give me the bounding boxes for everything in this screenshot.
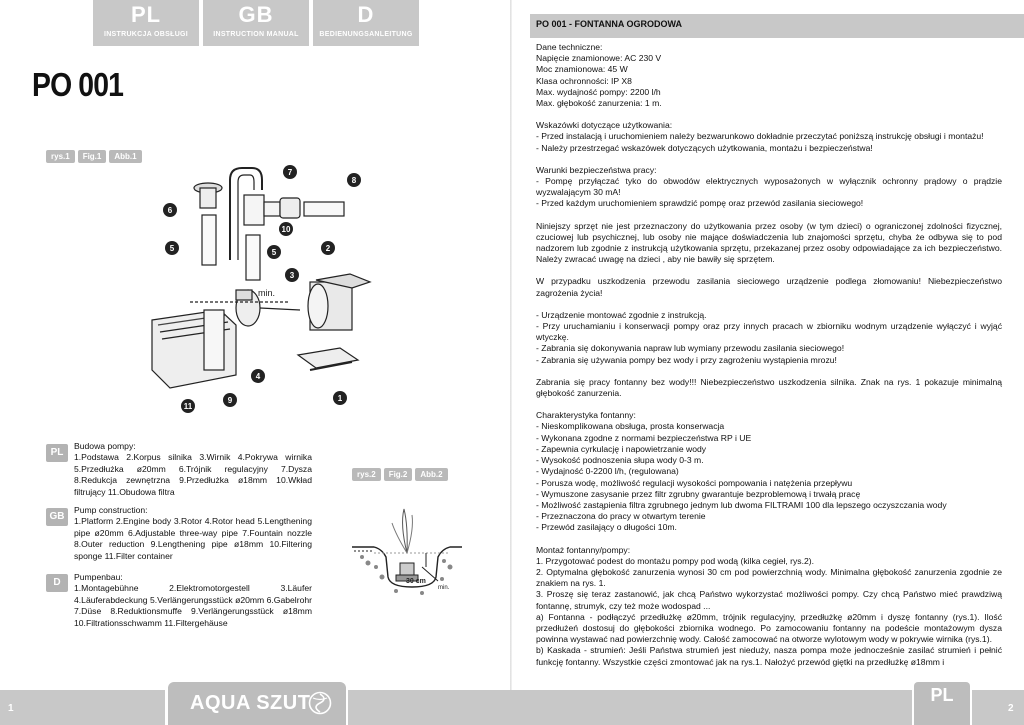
paragraph-line: - Możliwość zastąpienia filtra zgrubnego jednym lub dwoma FILTRAMI 100 dla lepszego oczyszczania wody bbox=[536, 499, 947, 510]
legend-pl-title: Budowa pompy: bbox=[74, 441, 136, 451]
page-number-right: 2 bbox=[1008, 703, 1014, 714]
callout-3-label: 3 bbox=[289, 271, 295, 280]
right-header-bar bbox=[530, 14, 1024, 38]
paragraph-line: - Zapewnia cyrkulację i napowietrzanie wody bbox=[536, 443, 707, 454]
footer-bar-left bbox=[0, 690, 165, 725]
paragraph-line: - Przeznaczona do pracy w otwartym terenie bbox=[536, 511, 706, 522]
paragraph-line: - Wysokość podnoszenia słupa wody 0-3 m. bbox=[536, 455, 704, 466]
paragraph-line: - Pompę przyłączać tyko do obwodów elektrycznych wyposażonych w wyłącznik ochronny prądowy o prądzie wyzwalającym 30 mA! bbox=[536, 176, 1002, 198]
legend-pl-body: 1.Podstawa 2.Korpus silnika 3.Wirnik 4.Pokrywa wirnika 5.Przedłużka ø20mm 6.Trójnik regulacyjny 7.Dysza 8.Redukcja zewnętrzna 9.Przedłużka ø18mm 10.Wkład filtrujący 11.Obudowa filtra bbox=[74, 452, 312, 497]
brand-name: AQUA SZUT bbox=[190, 692, 311, 714]
paragraph-gap bbox=[536, 210, 1002, 221]
paragraph-line: - Należy przestrzegać wskazówek dotyczących użytkowania, montażu i bezpieczeństwa! bbox=[536, 142, 873, 153]
legend-gb-body: 1.Platform 2.Engine body 3.Rotor 4.Rotor head 5.Lengthening pipe ø20mm 6.Adjustable three-way pipe 7.Fountain nozzle 8.Outer reduction 9.Lengthening pipe ø18mm 10.Filtering sponge 11.Filter container bbox=[74, 516, 312, 561]
paragraph-line: 3. Proszę się teraz zastanowić, jak chcą Państwo wykorzystać możliwości pompy. Czy chcą Państwo mieć prawdziwą fontannę, strumyk, czy też może wodospad ... bbox=[536, 589, 1002, 611]
callout-8-label: 7 bbox=[287, 168, 293, 177]
paragraph-gap bbox=[536, 366, 1002, 377]
paragraph-heading: Warunki bezpieczeństwa pracy: bbox=[536, 164, 657, 175]
legend-d bbox=[74, 572, 312, 629]
paragraph-heading: Niniejszy sprzęt nie jest przeznaczony do użytkowania przez osoby (w tym dzieci) o ograniczonej zdolności fizycznej, czuciowej lub psychicznej, lub osoby nie mające doświadczenia lub znajomości sprzętu, chyba że odbywa się to pod nadzorem lub zgodnie z instrukcją użytkowania sprzętu, przekazanej przez osoby odpowiadające za ich bezpieczeństwo. Należy zwracać uwagę na dzieci , aby nie bawiły się sprzętem. bbox=[536, 220, 1002, 265]
tab-d[interactable] bbox=[313, 0, 419, 46]
model-title: PO 001 bbox=[32, 66, 124, 103]
fig2-min-label: min. bbox=[438, 585, 450, 591]
paragraph-line: - Przed każdym uruchomieniem sprawdzić pompę oraz przewód zasilania sieciowego! bbox=[536, 198, 864, 209]
paragraph-line: Max. głębokość zanurzenia: 1 m. bbox=[536, 98, 662, 109]
legend-d-body: 1.Montagebühne 2.Elektromotorgestell 3.Läufer 4.Läuferabdeckung 5.Verlängerungsstück ø20mm 6.Gabelrohr 7.Düse 8.Reduktionsmuffe 9.Verlängerungsstück ø18mm 10.Filtrationsschwamm 11.Filtergehäuse bbox=[74, 583, 312, 628]
tab-gb[interactable] bbox=[203, 0, 309, 46]
paragraph-line: 1. Przygotować podest do montażu pompy pod wodą (kilka cegieł, rys.2). bbox=[536, 555, 815, 566]
fig2-badge-d: Abb.2 bbox=[415, 468, 447, 481]
fig1-badge-pl: rys.1 bbox=[46, 150, 75, 163]
legend-lang-d: D bbox=[46, 574, 68, 592]
fig1-badges bbox=[46, 150, 142, 163]
paragraph-heading: Wskazówki dotyczące użytkowania: bbox=[536, 120, 673, 131]
fig1-badge-d: Abb.1 bbox=[109, 150, 141, 163]
paragraph-line: b) Kaskada - strumień: Jeśli Państwa strumień jest nieduży, nasza pompa może jednocześnie zasilać strumień i pełnić funkcję fontanny. Wszystkie części zmontować jak na rys.1. Nałożyć przewód giętki na przedłużkę ø18mm i bbox=[536, 645, 1002, 667]
paragraph-line: - Wydajność 0-2200 l/h, (regulowana) bbox=[536, 466, 679, 477]
paragraph-line: 2. Optymalna głębokość zanurzenia wynosi 30 cm pod powierzchnią wody. Minimalna głębokość zanurzenia zgodnie ze znakiem na rys. 1. bbox=[536, 566, 1002, 589]
callout-11-label: 11 bbox=[183, 402, 193, 411]
callout-6-label: 10 bbox=[281, 225, 291, 234]
tab-gb-code: GB bbox=[238, 2, 274, 27]
paragraph-heading: Charakterystyka fontanny: bbox=[536, 410, 636, 421]
fig2-badge-gb: Fig.2 bbox=[384, 468, 413, 481]
tab-d-sub: BEDIENUNGSANLEITUNG bbox=[319, 31, 413, 38]
paragraph-line: Moc znamionowa: 45 W bbox=[536, 64, 628, 75]
paragraph-line: - Zabrania się używania pompy bez wody i przy zagrożeniu wystąpienia mrozu! bbox=[536, 354, 837, 365]
legend-lang-pl: PL bbox=[46, 444, 68, 462]
tab-pl-code: PL bbox=[130, 2, 162, 27]
paragraph-line: - Przewód zasilający o długości 10m. bbox=[536, 522, 677, 533]
paragraph-heading: - Urządzenie montować zgodnie z instrukcją. bbox=[536, 309, 707, 320]
legend-lang-gb: GB bbox=[46, 508, 68, 526]
paragraph-heading: W przypadku uszkodzenia przewodu zasilania sieciowego urządzenie podlega złomowaniu! Niebezpieczeństwo zagrożenia życia! bbox=[536, 276, 1002, 298]
footer-bar-left-2 bbox=[348, 690, 512, 725]
tab-pl-sub: INSTRUKCJA OBSŁUGI bbox=[103, 31, 189, 38]
paragraph-line: - Przy uruchamianiu i konserwacji pompy oraz przy innych pracach w zbiorniku wodnym urządzenie wyłączyć i wyjąć wtyczkę. bbox=[536, 321, 1002, 343]
paragraph-line: - Zabrania się dokonywania napraw lub wymiany przewodu zasilania sieciowego! bbox=[536, 343, 845, 354]
right-body-text bbox=[536, 42, 1002, 668]
footer-lang-tab[interactable]: PL bbox=[914, 682, 970, 725]
callout-9-label: 8 bbox=[351, 176, 357, 185]
paragraph-line: Max. wydajność pompy: 2200 l/h bbox=[536, 86, 661, 97]
paragraph-line: a) Fontanna - podłączyć przedłużkę ø20mm, trójnik regulacyjny, przedłużkę ø20mm i dyszę fontanny (rys.1). Ilość przedłużeń dostosuj do głębokości zbiornika wodnego. Po zamocowaniu fontanny na podeście montażowym dysza powinna wystawać nad powierzchnię wody. Całość zamocować na otworze wylotowym wody w pokrywie wirnika (rys.1). bbox=[536, 611, 1002, 645]
callout-2-label: 2 bbox=[325, 244, 331, 253]
paragraph-gap bbox=[536, 154, 1002, 165]
footer-bar-right bbox=[512, 690, 912, 725]
callout-10-label: 9 bbox=[227, 396, 233, 405]
callout-7-label: 6 bbox=[167, 206, 173, 215]
callout-4-label: 4 bbox=[255, 372, 261, 381]
tab-gb-sub: INSTRUCTION MANUAL bbox=[213, 31, 299, 38]
diagram-min-label: min. bbox=[258, 288, 276, 298]
pond-installation-diagram bbox=[352, 505, 462, 600]
fig2-depth-label: 30 cm bbox=[406, 578, 426, 585]
tab-d-code: D bbox=[357, 2, 375, 27]
legend-pl bbox=[74, 441, 312, 498]
callout-1-label: 1 bbox=[337, 394, 343, 403]
footer-bar-right-2 bbox=[972, 690, 1024, 725]
brand-logo bbox=[168, 682, 346, 725]
paragraph-line: - Porusza wodę, możliwość regulacji wysokości pompowania i natężenia przepływu bbox=[536, 477, 853, 488]
paragraph-line: Klasa ochronności: IP X8 bbox=[536, 75, 632, 86]
paragraph-gap bbox=[536, 534, 1002, 545]
pump-exploded-diagram bbox=[140, 160, 380, 415]
paragraph-line: - Wymuszone zasysanie przez filtr zgrubny gwarantuje bezproblemową i trwałą pracę bbox=[536, 488, 861, 499]
callout-5b-label: 5 bbox=[271, 248, 277, 257]
legend-gb-title: Pump construction: bbox=[74, 505, 148, 515]
fig2-badge-pl: rys.2 bbox=[352, 468, 381, 481]
paragraph-gap bbox=[536, 299, 1002, 310]
fig1-badge-gb: Fig.1 bbox=[78, 150, 107, 163]
paragraph-gap bbox=[536, 109, 1002, 120]
paragraph-heading: Montaż fontanny/pompy: bbox=[536, 544, 631, 555]
fig2-badges bbox=[352, 468, 448, 481]
paragraph-heading: Dane techniczne: bbox=[536, 42, 603, 52]
paragraph-heading: Zabrania się pracy fontanny bez wody!!! Niebezpieczeństwo uszkodzenia silnika. Znak na rys. 1 pokazuje minimalną głębokość zanurzenia. bbox=[536, 376, 1002, 399]
legend-d-title: Pumpenbau: bbox=[74, 572, 123, 582]
paragraph-gap bbox=[536, 265, 1002, 276]
page-number-left: 1 bbox=[8, 703, 14, 714]
callout-5a-label: 5 bbox=[169, 244, 175, 253]
paragraph-line: Napięcie znamionowe: AC 230 V bbox=[536, 53, 662, 64]
paragraph-gap bbox=[536, 399, 1002, 410]
right-header-title: PO 001 - FONTANNA OGRODOWA bbox=[536, 19, 683, 29]
paragraph-line: - Przed instalacją i uruchomieniem należy bezwarunkowo dokładnie przeczytać poniższą instrukcję obsługi i montażu! bbox=[536, 131, 984, 142]
paragraph-line: - Nieskomplikowana obsługa, prosta konserwacja bbox=[536, 421, 725, 432]
paragraph-line: - Wykonana zgodne z normami bezpieczeństwa RP i UE bbox=[536, 432, 752, 443]
legend-gb bbox=[74, 505, 312, 562]
tab-pl[interactable] bbox=[93, 0, 199, 46]
brand-swirl-icon bbox=[308, 691, 332, 715]
